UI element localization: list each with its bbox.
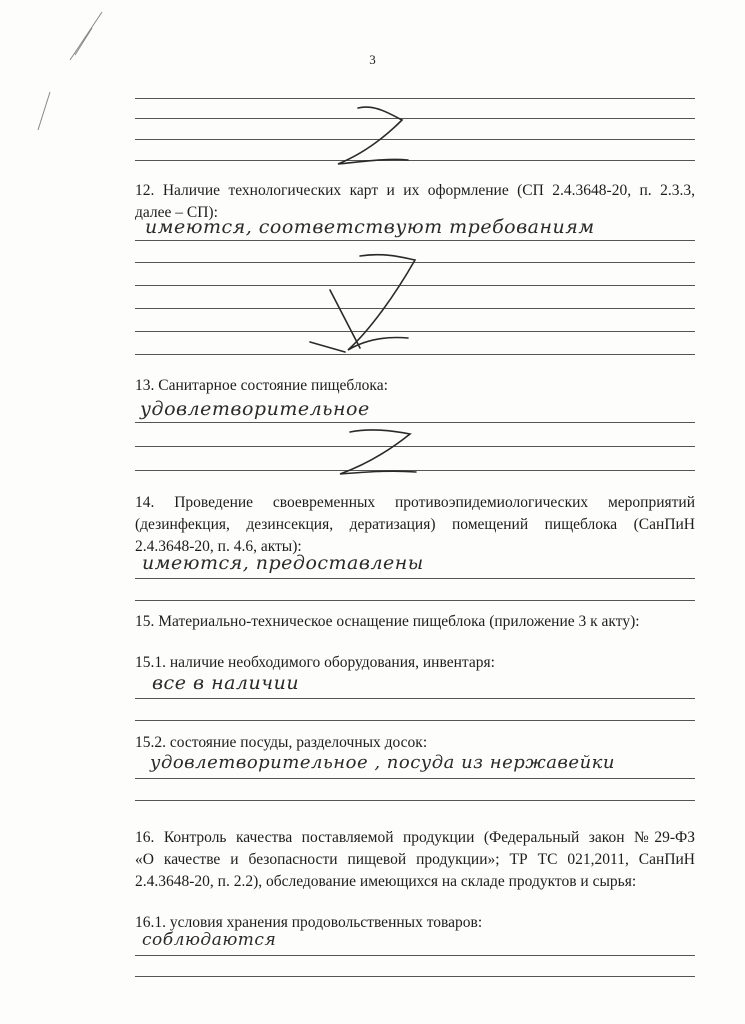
section-14-title: 14. Проведение своевременных противоэпидемиологических мероприятий [135,494,695,511]
section-15-title: 15. Материально-техническое оснащение пищеблока (приложение 3 к акту): [135,613,640,630]
answer-line [135,778,695,779]
scan-artifact [20,20,100,140]
section-16-1-title: 16.1. условия хранения продовольственных товаров: [135,914,483,931]
ruled-line [135,800,695,801]
answer-line [135,698,695,699]
section-14-answer: имеются, предоставлены [142,552,424,574]
ruled-line [135,98,695,99]
section-15-2-title: 15.2. состояние посуды, разделочных досок: [135,734,428,751]
z-strike-mark [290,250,420,360]
section-16-1-answer: соблюдаются [142,930,277,950]
ruled-line [135,160,695,161]
ruled-line [135,976,695,977]
section-15-2-answer: удовлетворительное , посуда из нержавейки [150,752,615,773]
ruled-line [135,118,695,119]
section-12-title: 12. Наличие технологических карт и их оформление (СП 2.4.3648-20, п. 2.3.3, [135,182,695,199]
section-16-title-cont: «О качестве и безопасности пищевой продукции»; ТР ТС 021,2011, СанПиН [135,851,695,868]
section-12-answer: имеются, соответствуют требованиям [145,216,595,238]
section-13-answer: удовлетворительное [140,398,370,420]
section-16-title: 16. Контроль качества поставляемой продукции (Федеральный закон №29-ФЗ [135,829,695,846]
page-number: 3 [369,52,376,67]
z-strike-mark [330,100,410,168]
ruled-line [135,139,695,140]
ruled-line [135,720,695,721]
answer-line [135,578,695,579]
section-16-title-cont: 2.4.3648-20, п. 2.2), обследование имеющихся на складе продуктов и сырья: [135,873,637,890]
ruled-line [135,600,695,601]
section-14-title-cont: 2.4.3648-20, п. 4.6, акты): [135,538,302,555]
section-15-1-title: 15.1. наличие необходимого оборудования, инвентаря: [135,654,495,671]
section-15-1-answer: все в наличии [152,672,300,694]
answer-line [135,240,695,241]
section-13-title: 13. Санитарное состояние пищеблока: [135,377,388,394]
z-strike-mark [330,420,420,480]
answer-line [135,955,695,956]
section-12-title-cont: далее – СП): [135,204,218,221]
section-14-title-cont: (дезинфекция, дезинсекция, дератизация) помещений пищеблока (СанПиН [135,516,695,533]
